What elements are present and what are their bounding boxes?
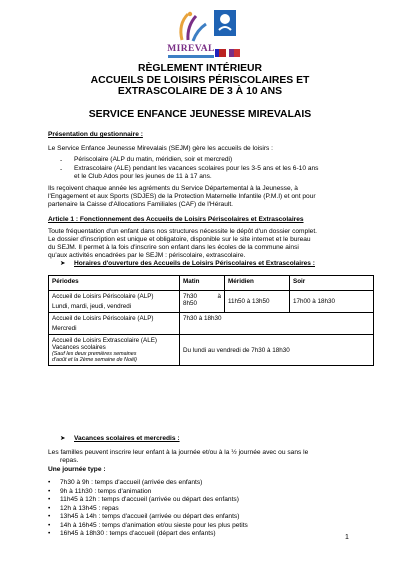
schedule-item: • 16h45 à 18h30 : temps d'accueil (départ des enfants) <box>60 530 216 538</box>
matin-separator: à <box>217 293 221 300</box>
schedule-item: • 12h à 13h45 : repas <box>60 505 119 513</box>
schedule-item: • 13h45 à 14h : temps d'accueil (arrivée ou départ des enfants) <box>60 513 239 521</box>
arrow-bullet-icon: ➤ <box>60 435 66 442</box>
column-header: Matin <box>180 276 225 291</box>
arrow-bullet-icon: ➤ <box>60 260 66 267</box>
mireval-underline <box>168 55 214 58</box>
schedule-item: • 9h à 11h30 : temps d'animation <box>60 488 151 496</box>
matin-end: 8h50 <box>183 300 198 307</box>
period-note: d'août et la 2ème semaine de Noël) <box>52 357 137 363</box>
table-row <box>49 335 374 366</box>
schedule-item: • 11h45 à 12h : temps d'accueil (arrivée ou départ des enfants) <box>60 496 239 504</box>
hours-heading: Horaires d'ouverture des Accueils de Loisirs Périscolaires et Extrascolaires : <box>74 260 316 267</box>
caf-emblem-icon <box>214 10 236 36</box>
vacances-text: repas. <box>60 457 79 464</box>
presentation-heading: Présentation du gestionnaire : <box>48 131 143 138</box>
schedule-item: • 7h30 à 9h : temps d'accueil (arrivée des enfants) <box>60 479 202 487</box>
caf-logo <box>214 10 236 36</box>
page-subtitle-line1: ACCUEILS DE LOISIRS PÉRISCOLAIRES ET <box>90 74 310 86</box>
agreements-text: l'Engagement et aux Sports (SDJES) de la Protection Maternelle Infantile (P.M.I) et ont pour <box>48 193 316 200</box>
table-row <box>49 291 374 313</box>
vacances-text: Les familles peuvent inscrire leur enfant à la journée et/ou à la ½ journée avec ou sans le <box>48 449 309 456</box>
mireval-wordmark: MIREVAL <box>167 44 215 54</box>
matin-start: 7h30 <box>183 293 198 300</box>
hours-cell: 7h30 à 18h30 <box>180 313 374 335</box>
article1-text: Le dossier d'inscription est unique et obligatoire, disponible sur le site internet et le bureau <box>48 236 311 243</box>
matin-cell <box>180 291 225 313</box>
column-header: Méridien <box>225 276 290 291</box>
table-row <box>49 313 374 335</box>
mireval-logo <box>160 10 220 60</box>
period-title: Accueil de Loisirs Périscolaire (ALP) <box>52 315 154 322</box>
article1-text: qu'aux activités encadrées par le SEJM : périscolaire, extrascolaire. <box>48 252 246 259</box>
soir-cell: 17h00 à 18h30 <box>290 291 374 313</box>
dash-bullet: - <box>60 157 63 164</box>
article1-text: du SEJM. Il permet à la fois d'inscrire son enfant dans les écoles de la commune ainsi <box>48 244 299 251</box>
presentation-item: Extrascolaire (ALE) pendant les vacances scolaires pour les 3-5 ans et les 6-10 ans <box>74 165 319 172</box>
column-header: Périodes <box>49 276 180 291</box>
period-title: Accueil de Loisirs Extrascolaire (ALE) <box>52 337 157 344</box>
period-title: Accueil de Loisirs Périscolaire (ALP) <box>52 293 154 300</box>
period-days: Mercredi <box>52 325 77 332</box>
flag-icon <box>215 44 226 52</box>
article1-text: Toute fréquentation d'un enfant dans nos structures nécessite le dépôt d'un dossier complet. <box>48 228 318 235</box>
page-title: RÈGLEMENT INTÉRIEUR <box>137 63 263 74</box>
column-header: Soir <box>290 276 374 291</box>
presentation-item: et le Club Ados pour les jeunes de 11 à 17 ans. <box>74 173 212 180</box>
period-cell <box>49 335 180 366</box>
page-number: 1 <box>345 534 349 541</box>
period-days: Lundi, mardi, jeudi, vendredi <box>52 303 132 310</box>
period-cell <box>49 291 180 313</box>
page-subtitle-line2: EXTRASCOLAIRE DE 3 À 10 ANS <box>117 86 283 97</box>
day-heading: Une journée type : <box>48 466 106 473</box>
period-cell <box>49 313 180 335</box>
table-header-row <box>49 276 374 291</box>
region-flag-icon <box>229 44 240 52</box>
opening-hours-table <box>48 275 374 366</box>
vacances-heading: Vacances scolaires et mercredis : <box>74 435 180 442</box>
service-title: SERVICE ENFANCE JEUNESSE MIREVALAIS <box>88 109 312 120</box>
period-note: (Sauf les deux premières semaines <box>52 351 137 357</box>
article1-heading: Article 1 : Fonctionnement des Accueils de Loisirs Périscolaires et Extrascolaires <box>48 216 304 223</box>
period-subtitle: Vacances scolaires <box>52 344 106 351</box>
hours-cell: Du lundi au vendredi de 7h30 à 18h30 <box>180 335 374 366</box>
meridien-cell: 11h50 à 13h50 <box>225 291 290 313</box>
mireval-emblem-icon <box>160 10 220 46</box>
presentation-item: Périscolaire (ALP du matin, méridien, soir et mercredi) <box>74 156 233 163</box>
agreements-text: Ils reçoivent chaque année les agréments du Service Départemental à la Jeunesse, à <box>48 185 298 192</box>
presentation-intro: Le Service Enfance Jeunesse Mirevalais (SEJM) gère les accueils de loisirs : <box>48 145 274 152</box>
schedule-item: • 14h à 16h45 : temps d'animation et/ou sieste pour les plus petits <box>60 522 248 530</box>
agreements-text: partenaire la Caisse d'Allocations Familiales (CAF) de l'Hérault. <box>48 201 234 208</box>
dash-bullet: - <box>60 166 63 173</box>
